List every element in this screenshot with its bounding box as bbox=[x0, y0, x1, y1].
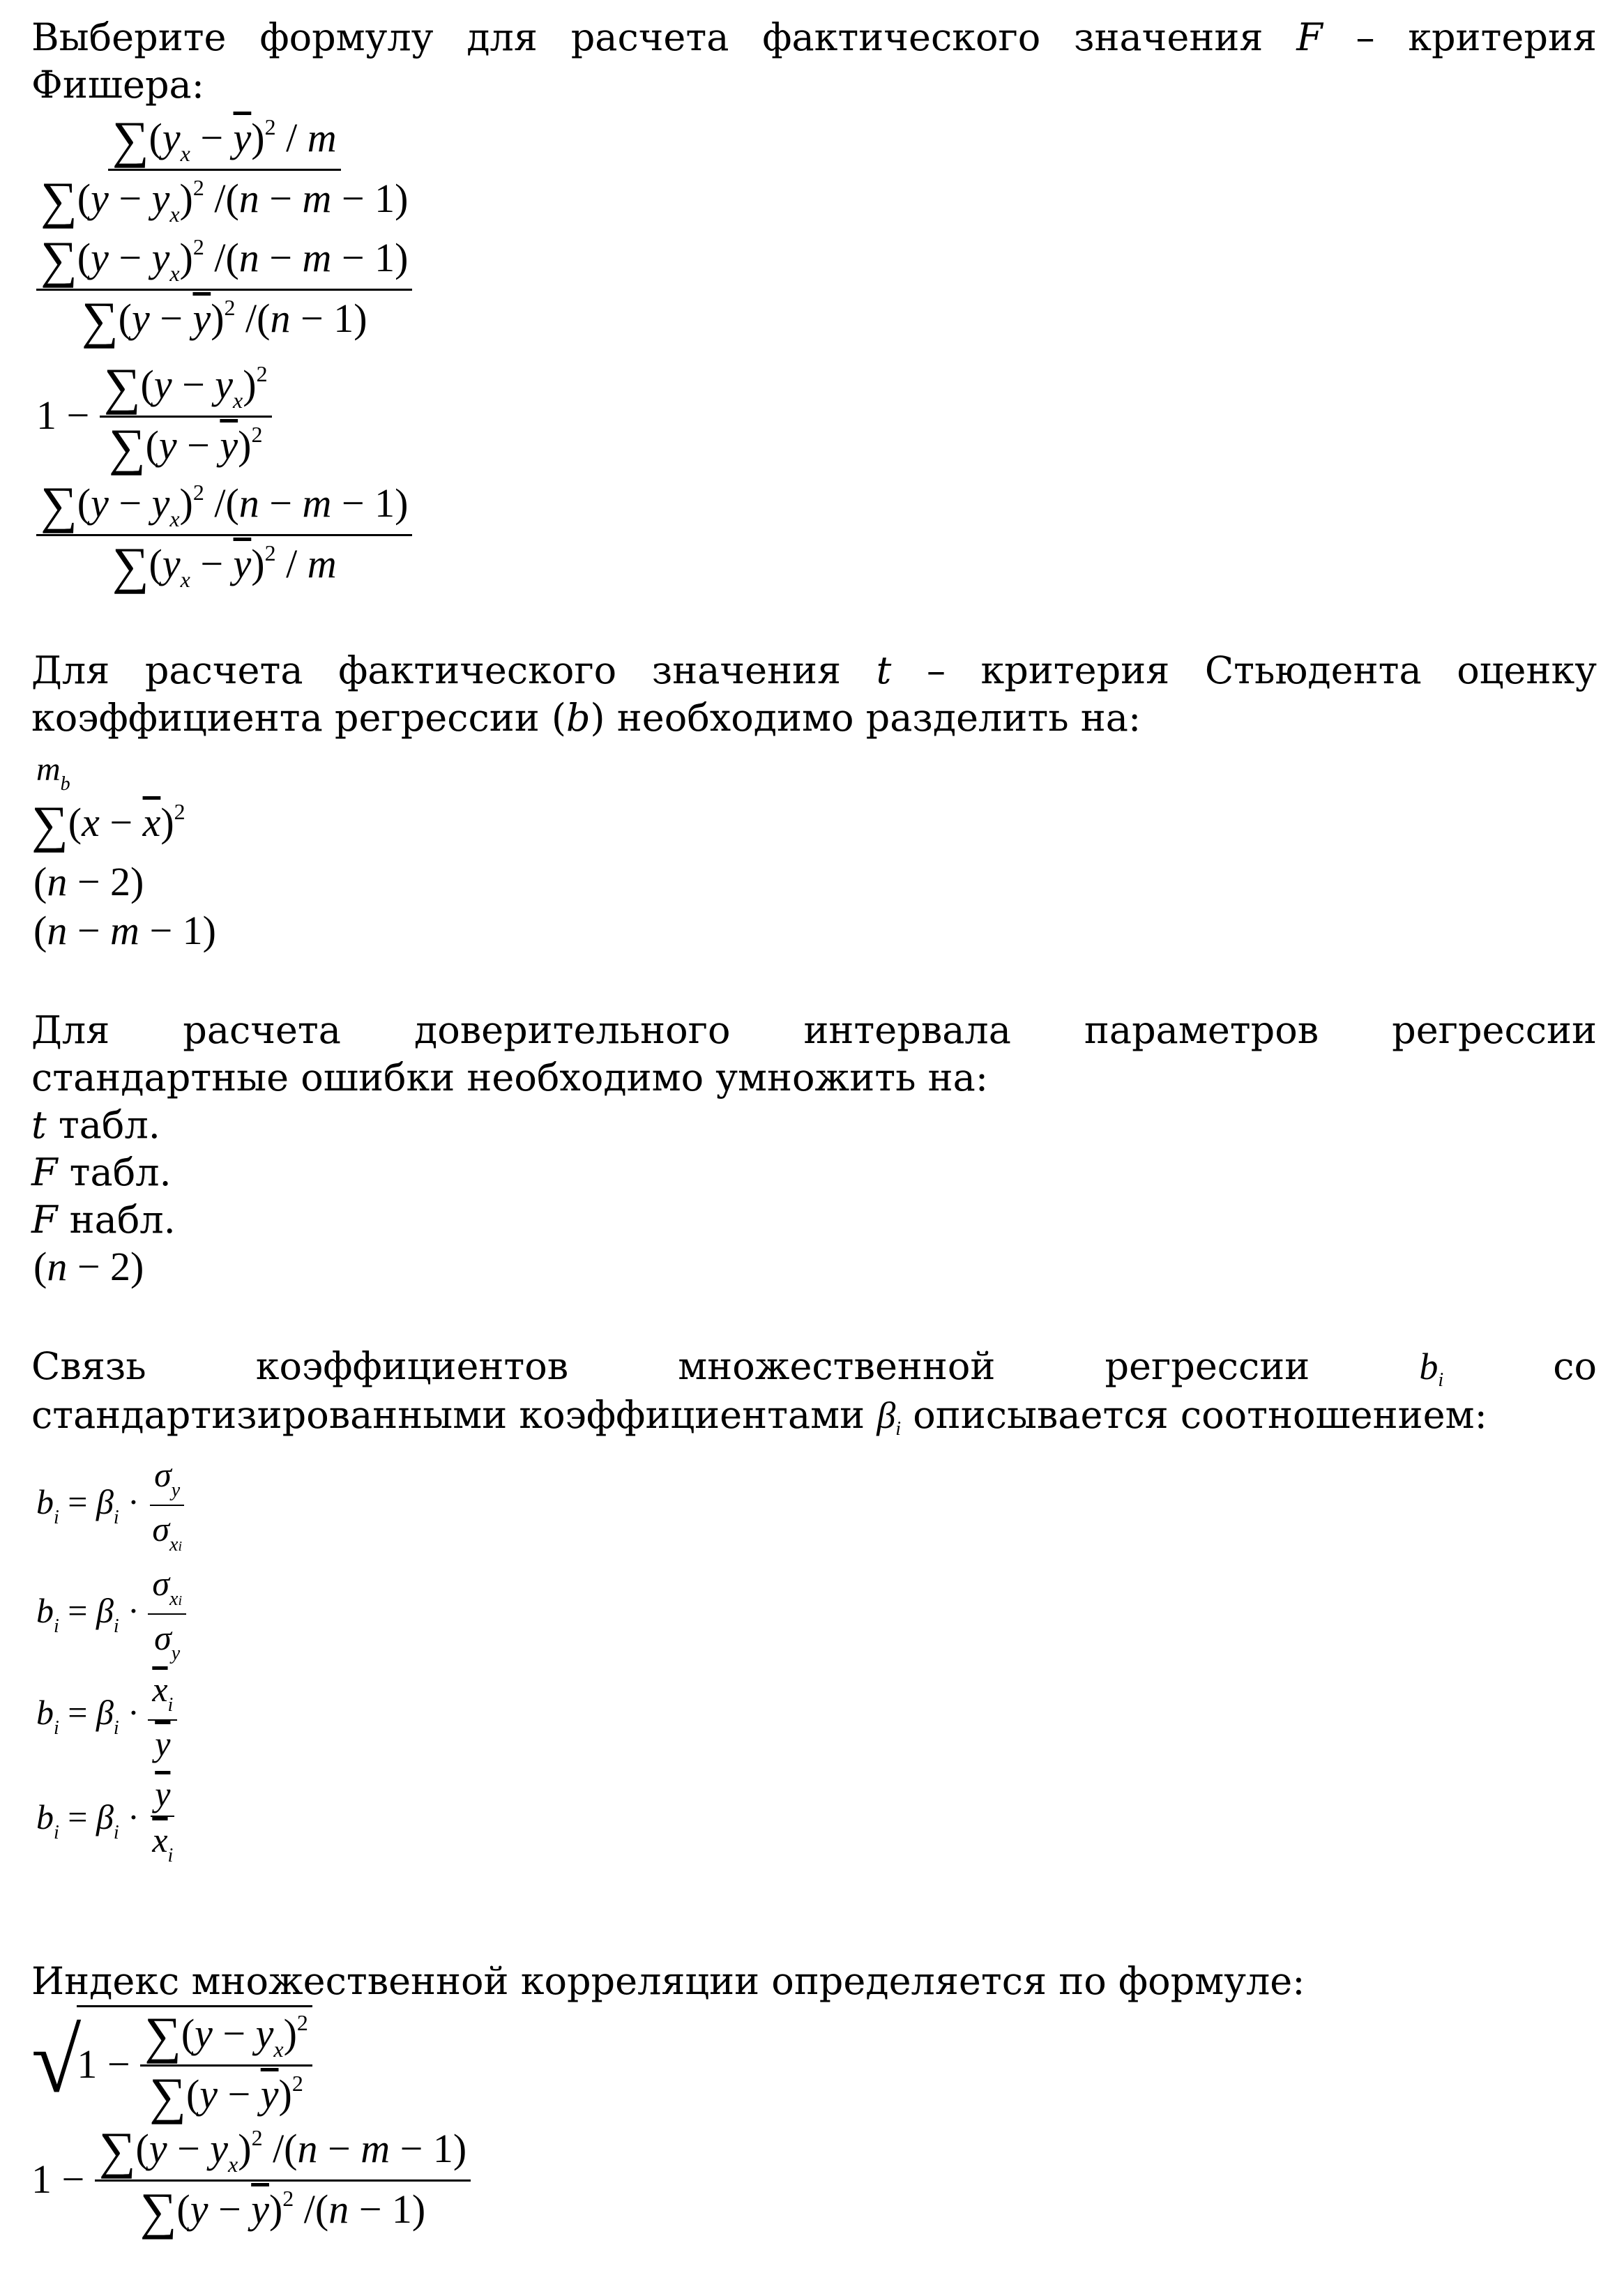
q1-question-line1 bbox=[31, 14, 1597, 61]
q4-text: стандартизированными коэффициентами bbox=[31, 1393, 865, 1437]
q1-option-3[interactable] bbox=[36, 358, 272, 476]
q4-option-1[interactable]: $b_i = \beta_i$ · $\frac{\sigma_y}{\sigma_{xi}}$ bbox=[36, 1457, 186, 1555]
denominator: $\sum(y - \overline{y})^2$ bbox=[108, 419, 263, 476]
option-text: табл. bbox=[57, 1150, 172, 1194]
numerator: $\sum(y_x - \overline{y})^2 / m$ bbox=[108, 116, 341, 171]
q4-variable-beta: βi bbox=[876, 1394, 902, 1440]
q1-option-1[interactable] bbox=[36, 112, 412, 229]
denominator: $\overline{x}_i$ bbox=[152, 1820, 174, 1866]
fraction bbox=[36, 477, 412, 595]
denominator: $\sigma_{xi}$ bbox=[152, 1509, 182, 1555]
q1-option-4[interactable] bbox=[36, 477, 412, 595]
q2-word: фактического bbox=[338, 648, 617, 692]
q4-text: описывается соотношением: bbox=[913, 1393, 1487, 1437]
q3-question-line2: стандартные ошибки необходимо умножить на: bbox=[31, 1056, 989, 1100]
option-text: табл. bbox=[46, 1103, 160, 1147]
denominator: $\sum(y_x - \overline{y})^2 / m$ bbox=[112, 538, 337, 595]
q2-dash: – bbox=[926, 648, 946, 692]
option-var: F bbox=[31, 1198, 58, 1242]
q4-option-4[interactable]: $b_i = \beta_i$ · $\frac{\overline{y}}{\overline{x}_i}$ bbox=[36, 1776, 177, 1866]
q2-variable-t: t bbox=[876, 648, 892, 692]
q2-word: Стьюдента bbox=[1204, 648, 1422, 692]
q3-question-line1 bbox=[31, 1007, 1597, 1054]
q4-word: Связь bbox=[31, 1344, 146, 1388]
denominator: $\sum(y - \overline{y})^2$ /(n − 1) bbox=[81, 292, 367, 349]
option-var: t bbox=[31, 1103, 47, 1147]
numerator: $\sum(y - y_x)^2$ /(n − m − 1) bbox=[95, 2126, 471, 2182]
q3-option-3[interactable] bbox=[31, 1196, 1597, 1244]
q1-word: формулу bbox=[259, 15, 434, 59]
q2-word: значения bbox=[651, 648, 842, 692]
q1-word: Выберите bbox=[31, 15, 227, 59]
numerator: $\sum(y - y_x)^2$ bbox=[100, 363, 272, 418]
q3-word: регрессии bbox=[1392, 1008, 1597, 1052]
fraction bbox=[36, 112, 412, 229]
q2-option-2[interactable]: $\sum(x - \overline{x})^2$ bbox=[31, 796, 185, 853]
q3-word: доверительного bbox=[413, 1008, 731, 1052]
q2-word: оценку bbox=[1457, 648, 1597, 692]
q1-word: значения bbox=[1074, 15, 1263, 59]
q3-word: расчета bbox=[183, 1008, 341, 1052]
one-minus: 1 − bbox=[36, 393, 90, 439]
q3-option-2[interactable] bbox=[31, 1149, 1597, 1196]
q5-option-2[interactable]: 1 − $\frac{\sum(y - y_x)^2 /(n - m - 1)}{\sum(y - \overline{y})^2 /(n - 1)}$ bbox=[31, 2126, 471, 2232]
numerator: $\sigma_y$ bbox=[150, 1457, 184, 1506]
numerator: $\sum(y - y_x)^2$ /(n − m − 1) bbox=[36, 236, 412, 291]
q2-word: Для bbox=[31, 648, 110, 692]
numerator: $\overline{x}_i$ bbox=[148, 1672, 177, 1721]
q1-word: фактического bbox=[762, 15, 1041, 59]
q4-option-3[interactable]: $b_i = \beta_i$ · $\frac{\overline{x}_i}{y}$ bbox=[36, 1672, 177, 1761]
q2-option-4[interactable]: (n − m − 1) bbox=[33, 908, 216, 953]
denominator: y bbox=[155, 1724, 171, 1763]
q2-question-line1 bbox=[31, 647, 1597, 694]
option-var: F bbox=[31, 1150, 58, 1194]
q3-word: интервала bbox=[803, 1008, 1011, 1052]
q4-word: множественной bbox=[678, 1344, 996, 1388]
q2-text: коэффициента регрессии ( bbox=[31, 696, 566, 740]
q1-word: критерия bbox=[1408, 15, 1597, 59]
q5-question: Индекс множественной корреляции определяется по формуле: bbox=[31, 1959, 1305, 2003]
sqrt-sign: √ bbox=[31, 2011, 82, 2112]
numerator: $\sum(y - y_x)^2$ bbox=[140, 2011, 312, 2067]
q3-word: параметров bbox=[1084, 1008, 1319, 1052]
denominator: $\sum(y - \overline{y})^2$ bbox=[149, 2068, 303, 2125]
fraction bbox=[100, 358, 272, 476]
fraction bbox=[148, 1566, 186, 1664]
q1-word: для bbox=[466, 15, 538, 59]
fraction bbox=[95, 2122, 471, 2240]
q1-variable-f: F bbox=[1296, 15, 1323, 59]
q1-dash: – bbox=[1356, 15, 1375, 59]
fraction bbox=[148, 1457, 186, 1555]
option-text: набл. bbox=[57, 1198, 176, 1242]
numerator: $\sum(y - y_x)^2$ /(n − m − 1) bbox=[36, 481, 412, 536]
q4-variable-bi: bi bbox=[1419, 1346, 1444, 1391]
q3-word: Для bbox=[31, 1008, 110, 1052]
fraction bbox=[148, 1776, 177, 1866]
q1-word: расчета bbox=[570, 15, 729, 59]
denominator: $\sum(y - y_x)^2$ /(n − m − 1) bbox=[40, 172, 409, 229]
numerator: $\sigma_{xi}$ bbox=[148, 1566, 186, 1615]
fraction bbox=[148, 1672, 177, 1761]
q2-option-1[interactable]: $m_b$ bbox=[36, 751, 70, 795]
q5-option-1[interactable]: √1 − $\frac{\sum(y - y_x)^2}{\sum(y - \overline{y})^2}$ bbox=[31, 2005, 312, 2117]
q2-question-line2 bbox=[31, 694, 1597, 742]
q1-option-2[interactable] bbox=[36, 231, 412, 349]
fraction bbox=[36, 231, 412, 349]
q4-question-line2 bbox=[31, 1392, 1597, 1453]
q4-word: со bbox=[1553, 1344, 1597, 1388]
q2-word: критерия bbox=[980, 648, 1170, 692]
q4-word: регрессии bbox=[1105, 1344, 1310, 1388]
denominator: $\sigma_y$ bbox=[154, 1618, 181, 1664]
q4-option-2[interactable]: $b_i = \beta_i$ · $\frac{\sigma_{xi}}{\sigma_y}$ bbox=[36, 1566, 186, 1664]
q2-word: расчета bbox=[144, 648, 303, 692]
q3-option-4[interactable]: (n − 2) bbox=[33, 1244, 144, 1289]
q2-variable-b: b bbox=[566, 696, 591, 740]
denominator: $\sum(y - \overline{y})^2$ /(n − 1) bbox=[139, 2183, 426, 2240]
q2-text: ) необходимо разделить на: bbox=[590, 696, 1141, 740]
q1-question-line2: Фишера: bbox=[31, 63, 204, 107]
q4-word: коэффициентов bbox=[255, 1344, 569, 1388]
q2-option-3[interactable]: (n − 2) bbox=[33, 859, 144, 904]
q3-option-1[interactable] bbox=[31, 1102, 1597, 1149]
fraction bbox=[140, 2007, 312, 2125]
numerator: $\overline{y}$ bbox=[151, 1776, 174, 1817]
